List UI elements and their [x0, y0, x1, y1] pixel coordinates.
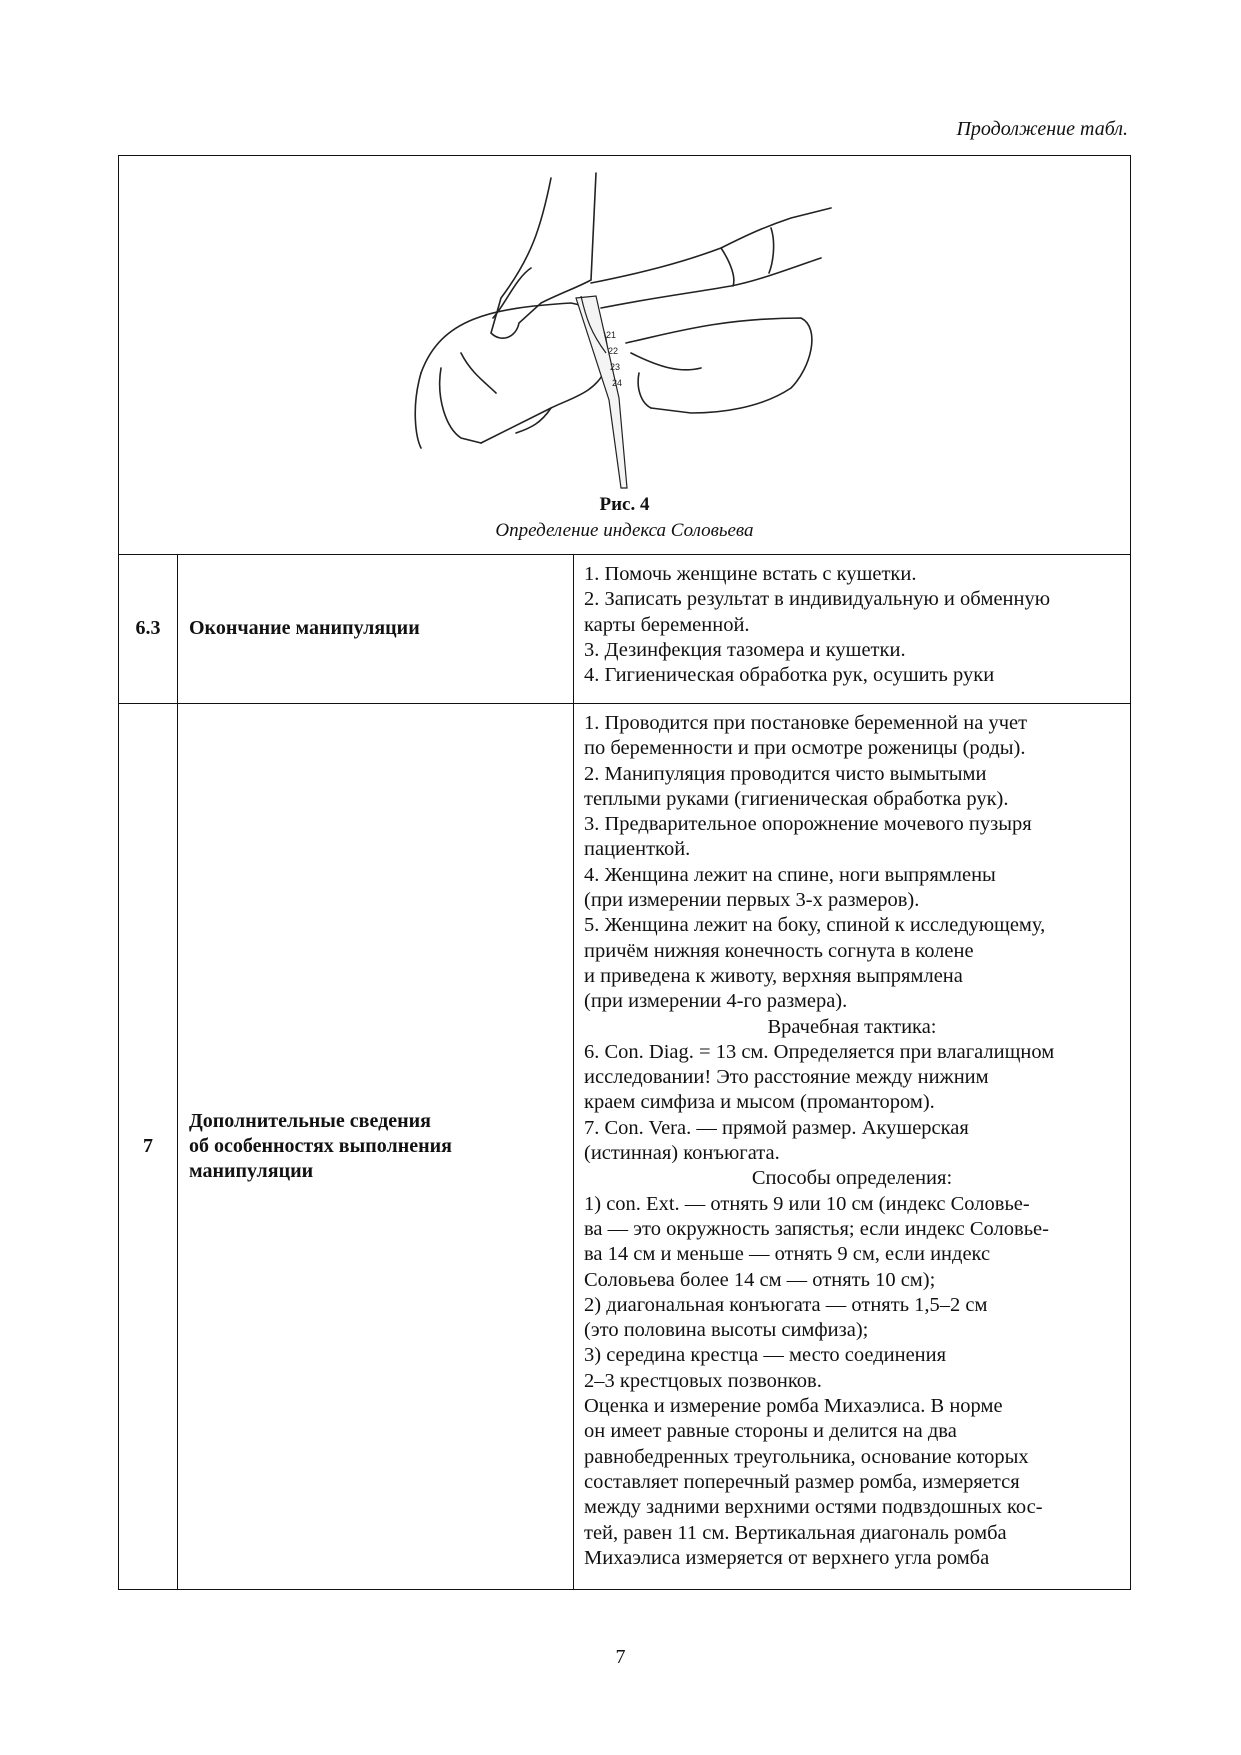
content-line: 3) середина крестца — место соединения: [584, 1344, 947, 1367]
step-title: [177, 703, 574, 1589]
step-title-line: Дополнительные сведения: [189, 1109, 431, 1132]
table-row: [119, 703, 1130, 1589]
content-line: исследовании! Это расстояние между нижним: [584, 1066, 989, 1089]
step-content: [574, 703, 1130, 1589]
content-line: 2. Манипуляция проводится чисто вымытыми: [584, 762, 987, 785]
figure-caption: Определение индекса Соловьева: [495, 520, 754, 541]
content-line: 7. Con. Vera. — прямой размер. Акушерская: [584, 1116, 969, 1139]
content-line: 3. Предварительное опорожнение мочевого пузыря: [584, 813, 1032, 836]
content-line: 2. Записать результат в индивидуальную и обменную: [584, 588, 1051, 611]
step-title-line: манипуляции: [189, 1159, 314, 1182]
content-line: ва 14 см и меньше — отнять 9 см, если индекс: [584, 1243, 991, 1266]
content-subheading: Врачебная тактика:: [767, 1015, 937, 1038]
content-line: (при измерении первых 3-х размеров).: [584, 889, 920, 912]
content-line: между задними верхними остями подвздошных кос-: [584, 1496, 1043, 1519]
running-header: Продолжение табл.: [956, 118, 1128, 140]
content-line: и приведена к животу, верхняя выпрямлена: [584, 964, 963, 987]
content-line: 1) con. Ext. — отнять 9 или 10 см (индекс Соловье-: [584, 1192, 1030, 1215]
step-title-line: Окончание манипуляции: [189, 617, 420, 639]
step-number: 7: [119, 703, 178, 1589]
content-line: (при измерении 4-го размера).: [584, 990, 848, 1013]
step-number: 6.3: [119, 554, 178, 703]
content-line: (это половина высоты симфиза);: [584, 1319, 869, 1342]
content-line: 6. Con. Diag. = 13 см. Определяется при влагалищном: [584, 1040, 1055, 1063]
content-line: 3. Дезинфекция тазомера и кушетки.: [584, 638, 906, 661]
content-line: 2–3 крестцовых позвонков.: [584, 1369, 822, 1392]
content-line: ва — это окружность запястья; если индекс Соловье-: [584, 1217, 1049, 1240]
content-line: 5. Женщина лежит на боку, спиной к исследующему,: [584, 914, 1046, 937]
content-line: Оценка и измерение ромба Михаэлиса. В норме: [584, 1395, 1003, 1418]
step-content: [574, 554, 1130, 703]
step-title-line: об особенностях выполнения: [189, 1134, 452, 1157]
wrist-measurement-illustration: [401, 168, 841, 490]
content-line: 4. Женщина лежит на спине, ноги выпрямлены: [584, 863, 996, 886]
content-line: 4. Гигиеническая обработка рук, осушить руки: [584, 664, 995, 687]
content-line: пациенткой.: [584, 838, 691, 861]
content-line: краем симфиза и мысом (промантором).: [584, 1091, 935, 1114]
content-line: тей, равен 11 см. Вертикальная диагональ ромба: [584, 1521, 1007, 1544]
content-line: Соловьева более 14 см — отнять 10 см);: [584, 1268, 936, 1291]
content-line: 1. Проводится при постановке беременной на учет: [584, 712, 1028, 734]
step-title: [177, 554, 574, 703]
content-line: он имеет равные стороны и делится на два: [584, 1420, 957, 1443]
content-line: равнобедренных треугольника, основание которых: [584, 1445, 1029, 1468]
content-line: 1. Помочь женщине встать с кушетки.: [584, 563, 917, 585]
content-line: составляет поперечный размер ромба, измеряется: [584, 1470, 1020, 1493]
tape-mark: 24: [612, 378, 623, 388]
content-subheading: Способы определения:: [751, 1167, 953, 1190]
content-line: причём нижняя конечность согнута в колене: [584, 939, 974, 962]
content-line: 2) диагональная конъюгата — отнять 1,5–2 см: [584, 1293, 988, 1316]
tape-mark: 23: [610, 362, 621, 372]
page-number: 7: [615, 1646, 626, 1668]
figure-number: Рис. 4: [599, 494, 650, 515]
content-line: (истинная) конъюгата.: [584, 1142, 780, 1165]
table-row: [119, 554, 1130, 704]
procedure-table: [118, 155, 1131, 1590]
tape-mark: 21: [606, 330, 617, 340]
figure-row: [119, 156, 1130, 555]
content-line: по беременности и при осмотре роженицы (роды).: [584, 737, 1026, 760]
content-line: Михаэлиса измеряется от верхнего угла ромба: [584, 1546, 990, 1569]
content-line: теплыми руками (гигиеническая обработка рук).: [584, 787, 1009, 810]
tape-mark: 22: [608, 346, 619, 356]
content-line: карты беременной.: [584, 613, 750, 636]
